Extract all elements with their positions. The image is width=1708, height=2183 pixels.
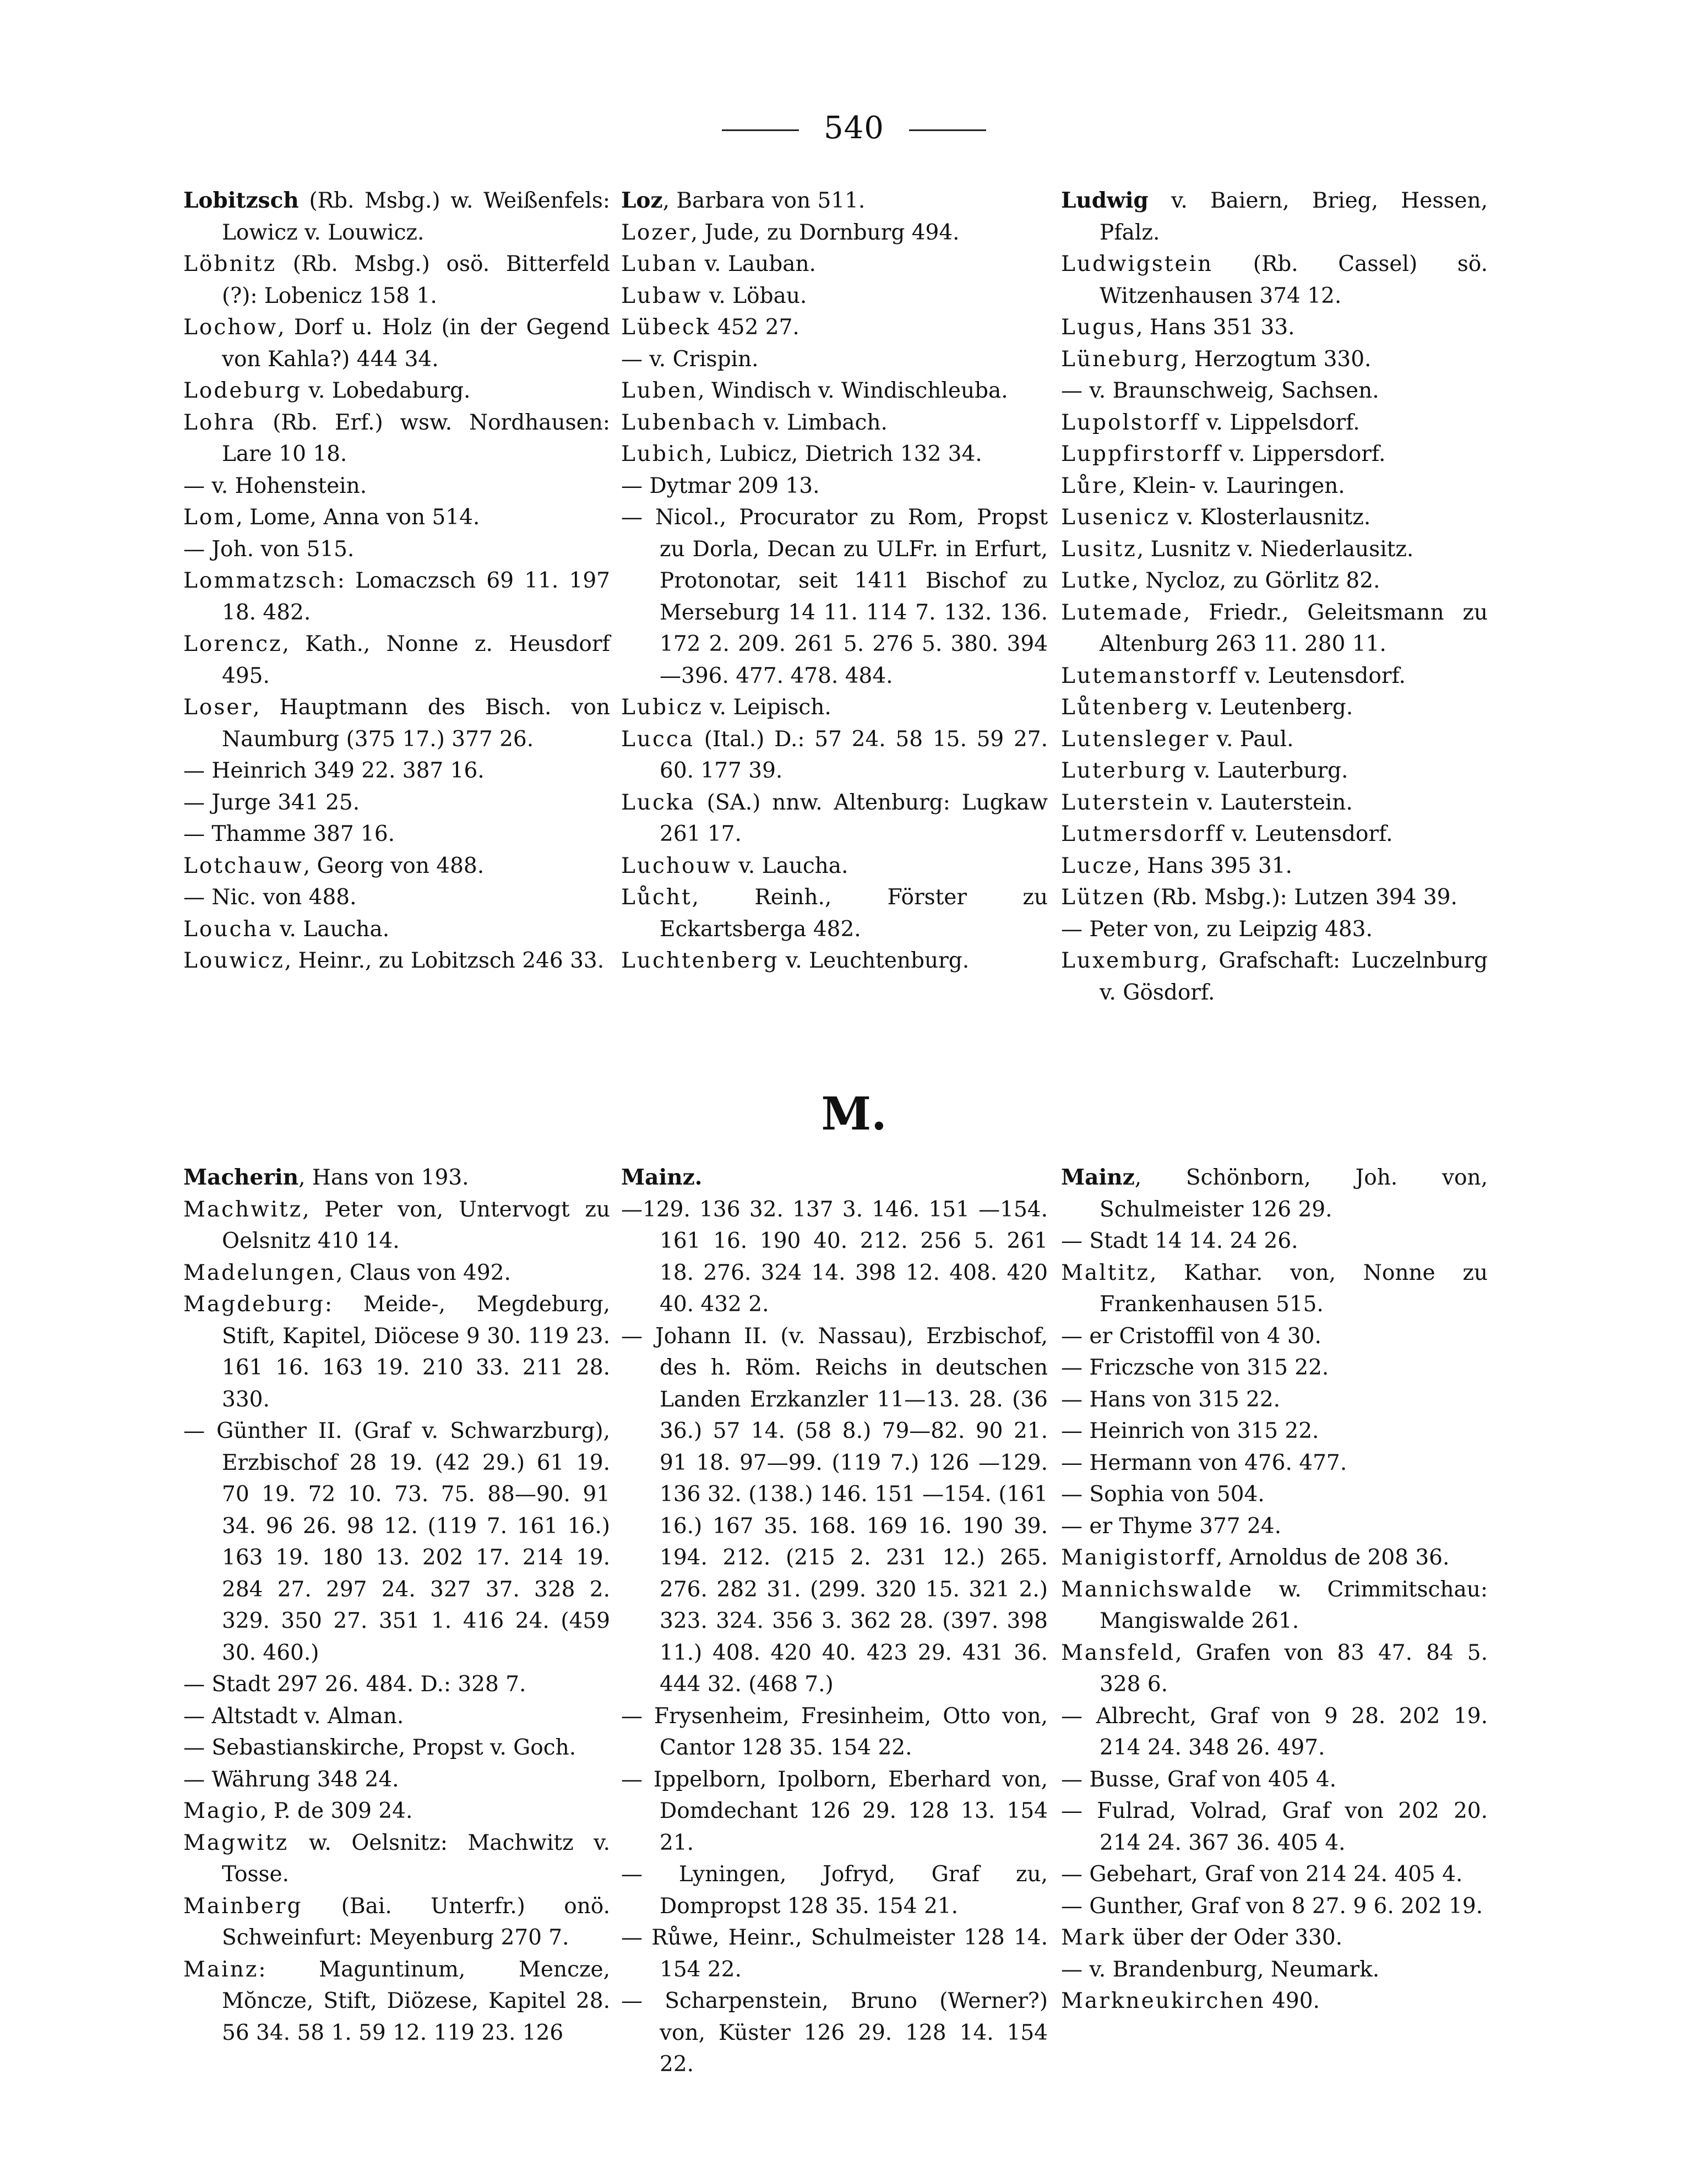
index-entry <box>621 470 1048 502</box>
index-entry-headword: Luben <box>621 378 698 403</box>
index-entry <box>1061 375 1488 407</box>
index-entry-text: — er Thyme 377 24. <box>1061 1513 1281 1539</box>
index-entry-headword: Luban <box>621 252 698 276</box>
index-entry-headword: Lusitz <box>1061 536 1137 562</box>
index-entry-text: (Bai. Unterfr.) onö. Schweinfurt: Meyenburg 270 7. <box>222 1893 610 1950</box>
index-entry-text: v. Baiern, Brieg, Hessen, Pfalz. <box>1100 188 1488 245</box>
index-entry <box>1061 344 1488 376</box>
index-entry-text: , Georg von 488. <box>303 853 485 878</box>
index-entry-text: — v. Hohenstein. <box>183 473 367 498</box>
index-entry <box>1061 1542 1488 1574</box>
index-entry-text: , Friedr., Geleitsmann zu Altenburg 263 11. 280 11. <box>1100 600 1488 656</box>
index-entry-headword: Madelungen <box>183 1260 336 1285</box>
index-entry-headword: Loser <box>183 695 253 720</box>
index-entry-text: v. Lippersdorf. <box>1222 442 1386 466</box>
index-entry-text: , Heinr., zu Lobitzsch 246 33. <box>284 948 605 973</box>
index-entry-text: — Johann II. (v. Nassau), Erzbischof, des h. Röm. Reichs in deutschen Landen Erzkanzler 11—13. 28. (36 36.) 57 14. (58 8.) 79—82. 90 21. 91 18. 97—99. (119 7.) 126 —129. 136 32. (138.) 146. 151 —154. (161 16.) 167 35. 168. 169 16. 190 39. 194. 212. (215 2. 231 12.) 265. 276. 282 31. (299. 320 15. 321 2.) 323. 324. 356 3. 362 28. (397. 398 11.) 408. 420 40. 423 29. 431 36. 444 32. (468 7.) <box>621 1323 1048 1697</box>
index-entry <box>621 280 1048 312</box>
index-entry-text: v. Lauterstein. <box>1190 790 1353 815</box>
index-entry <box>621 787 1048 850</box>
index-entry <box>183 945 610 977</box>
index-entry-headword: Lůre <box>1061 473 1119 498</box>
index-entry <box>1061 1447 1488 1479</box>
index-entry <box>183 502 610 534</box>
index-entry <box>183 914 610 946</box>
index-entry-text: v. Klosterlausnitz. <box>1170 505 1371 530</box>
index-entry <box>1061 1637 1488 1701</box>
index-entry-headword: Maltitz <box>1061 1260 1150 1285</box>
index-entry-headword: Mainz <box>1061 1165 1135 1190</box>
index-entry <box>1061 882 1488 914</box>
index-entry-text: , Herzogtum 330. <box>1180 346 1372 372</box>
index-column-top-3 <box>1061 185 1488 1008</box>
index-entry <box>183 1732 610 1764</box>
index-entry-headword: Luterstein <box>1061 790 1190 815</box>
index-entry-headword: Lobitzsch <box>183 188 299 213</box>
index-entry <box>1061 1701 1488 1764</box>
index-entry-text: — Gunther, Graf von 8 27. 9 6. 202 19. <box>1061 1893 1483 1919</box>
index-entry <box>621 1194 1048 1321</box>
index-entry <box>183 534 610 566</box>
index-entry-text: — Altstadt v. Alman. <box>183 1703 404 1729</box>
index-entry <box>621 945 1048 977</box>
index-entry-text: — Busse, Graf von 405 4. <box>1061 1767 1337 1792</box>
index-entry <box>1061 1795 1488 1859</box>
index-entry-text: w. Oelsnitz: Machwitz v. Tosse. <box>222 1830 610 1887</box>
index-entry <box>183 818 610 850</box>
index-entry-text: , Lusnitz v. Niederlausitz. <box>1136 536 1414 562</box>
index-entry-text: — Frysenheim, Fresinheim, Otto von, Cantor 128 35. 154 22. <box>621 1703 1048 1760</box>
index-entry-text: (Ital.) D.: 57 24. 58 15. 59 27. 60. 177 39. <box>660 726 1048 783</box>
index-entry-text: über der Oder 330. <box>1125 1925 1343 1950</box>
index-entry-headword: Mark <box>1061 1925 1126 1950</box>
index-entry <box>621 1321 1048 1701</box>
index-entry-text: — Stadt 14 14. 24 26. <box>1061 1229 1298 1253</box>
index-entry-headword: Lucze <box>1061 853 1134 878</box>
index-entry-text: — Thamme 387 16. <box>183 822 395 846</box>
index-entry-text: (Rb. Msbg.): Lutzen 394 39. <box>1145 885 1457 910</box>
index-entry <box>183 565 610 628</box>
index-entry-text: v. Limbach. <box>757 410 888 435</box>
index-entry <box>621 1922 1048 1985</box>
index-entry-headword: Luchtenberg <box>621 948 779 973</box>
index-entry-text: — Hans von 315 22. <box>1061 1387 1281 1412</box>
index-entry <box>1061 914 1488 946</box>
index-entry <box>183 1162 610 1194</box>
index-entry <box>1061 692 1488 724</box>
index-entry-text: — v. Brandenburg, Neumark. <box>1061 1957 1380 1982</box>
index-entry-text: (Rb. Msbg.) w. Weißenfels: Lowicz v. Louwicz. <box>222 188 610 245</box>
index-entry <box>1061 1162 1488 1225</box>
index-entry <box>1061 1574 1488 1637</box>
index-entry <box>183 470 610 502</box>
index-entry-headword: Lupolstorff <box>1061 410 1200 435</box>
index-entry-text: — Peter von, zu Leipzig 483. <box>1061 916 1373 942</box>
index-entry-text: , Klein- v. Lauringen. <box>1118 473 1345 498</box>
index-entry-text: — Albrecht, Graf von 9 28. 202 19. 214 24. 348 26. 497. <box>1061 1703 1488 1760</box>
index-entry <box>1061 1257 1488 1321</box>
index-entry <box>183 850 610 882</box>
index-entry-headword: Lucca <box>621 726 694 752</box>
index-entry-headword: Lutmersdorff <box>1061 822 1225 846</box>
index-entry-headword: Lubich <box>621 442 706 466</box>
index-entry-headword: Lubaw <box>621 283 703 308</box>
index-entry-headword: Lůcht <box>621 885 692 910</box>
index-entry <box>1061 597 1488 660</box>
index-entry-text: , Nycloz, zu Görlitz 82. <box>1132 568 1380 593</box>
index-entry-text: — v. Braunschweig, Sachsen. <box>1061 378 1379 403</box>
index-entry <box>183 787 610 819</box>
index-entry <box>1061 312 1488 344</box>
index-entry <box>621 1859 1048 1922</box>
index-entry <box>1061 534 1488 566</box>
index-entry-text: v. Paul. <box>1210 726 1294 752</box>
index-entry-headword: Loucha <box>183 916 273 942</box>
index-entry-text: v. Lauterburg. <box>1187 758 1348 783</box>
index-entry-headword: Mansfeld <box>1061 1640 1176 1665</box>
index-entry-text: , Claus von 492. <box>336 1260 511 1285</box>
index-entry-headword: Louwicz <box>183 948 285 973</box>
index-entry-text: — Sophia von 504. <box>1061 1482 1265 1507</box>
index-entry-text: — Ippelborn, Ipolborn, Eberhard von, Domdechant 126 29. 128 13. 154 21. <box>621 1767 1048 1855</box>
index-entry <box>183 692 610 755</box>
index-entry <box>1061 1859 1488 1891</box>
index-entry-headword: Lutensleger <box>1061 726 1210 752</box>
index-entry-text: — Gebehart, Graf von 214 24. 405 4. <box>1061 1862 1463 1887</box>
index-entry-text: , P. de 309 24. <box>260 1799 413 1823</box>
index-entry-text: v. Lauban. <box>698 252 816 276</box>
index-entry <box>1061 565 1488 597</box>
index-entry-text: — Dytmar 209 13. <box>621 473 820 498</box>
index-entry <box>1061 1352 1488 1384</box>
index-entry-text: : Maguntinum, Mencze, Mŏncze, Stift, Diözese, Kapitel 28. 56 34. 58 1. 59 12. 119 23. 126 <box>222 1957 610 2045</box>
index-entry <box>183 1415 610 1669</box>
index-entry-headword: Macherin <box>183 1165 299 1190</box>
index-entry-headword: Lohra <box>183 410 256 435</box>
index-entry-text: — Scharpenstein, Bruno (Werner?) von, Küster 126 29. 128 14. 154 22. <box>621 1989 1048 2077</box>
index-entry-text: 490. <box>1265 1989 1320 2013</box>
index-entry-headword: Markneukirchen <box>1061 1989 1265 2013</box>
index-entry-text: (Rb. Cassel) sö. Witzenhausen 374 12. <box>1100 252 1488 308</box>
index-entry-text: — er Cristoffil von 4 30. <box>1061 1323 1321 1349</box>
index-entry-text: v. Laucha. <box>273 916 390 942</box>
index-entry-headword: Luppfirstorff <box>1061 442 1222 466</box>
index-entry-text: , Hans von 193. <box>298 1165 469 1190</box>
index-column-top-2 <box>621 185 1048 977</box>
index-entry <box>1061 1321 1488 1353</box>
index-entry <box>1061 502 1488 534</box>
index-entry <box>621 1985 1048 2081</box>
index-entry <box>1061 818 1488 850</box>
index-entry-text: — Jurge 341 25. <box>183 790 360 815</box>
index-entry <box>621 502 1048 692</box>
index-entry-text: , Hans 395 31. <box>1133 853 1292 878</box>
index-entry <box>1061 1985 1488 2017</box>
index-entry-headword: Mainz <box>183 1957 259 1982</box>
index-entry-text: — Nicol., Procurator zu Rom, Propst zu Dorla, Decan zu ULFr. in Erfurt, Protonotar, seit 1411 Bischof zu Merseburg 14 11. 114 7. 132. 136. 172 2. 209. 261 5. 276 5. 380. 394—396. 477. 478. 484. <box>621 505 1048 688</box>
index-entry <box>621 438 1048 470</box>
index-entry-headword: Lorencz <box>183 632 282 656</box>
index-entry-text: v. Leutensdorf. <box>1237 663 1406 688</box>
index-entry <box>183 312 610 375</box>
index-entry-headword: Lüneburg <box>1061 346 1181 372</box>
index-entry-headword: Luxemburg <box>1061 948 1201 973</box>
index-entry-headword: Magdeburg <box>183 1292 325 1317</box>
index-entry-text: , Hans 351 33. <box>1136 315 1295 340</box>
index-entry-text: w. Crimmitschau: Mangiswalde 261. <box>1100 1577 1488 1633</box>
page-number-rule-right <box>909 129 986 131</box>
index-entry <box>183 185 610 248</box>
index-entry-text: , Grafschaft: Luczelnburg v. Gösdorf. <box>1100 948 1488 1005</box>
index-entry <box>1061 1954 1488 1986</box>
index-column-bottom-3 <box>1061 1162 1488 2017</box>
index-entry-text: — Lyningen, Jofryd, Graf zu, Dompropst 128 35. 154 21. <box>621 1862 1048 1919</box>
index-entry <box>621 1764 1048 1859</box>
index-entry <box>621 1162 1048 1194</box>
index-entry-headword: Mainz. <box>621 1165 703 1190</box>
index-entry-headword: Lozer <box>621 220 691 245</box>
index-entry-text: , Schönborn, Joh. von, Schulmeister 126 29. <box>1100 1165 1488 1222</box>
index-entry-text: — Friczsche von 315 22. <box>1061 1355 1329 1380</box>
index-entry-text: — Růwe, Heinr., Schulmeister 128 14. 154 22. <box>621 1925 1048 1982</box>
index-entry <box>1061 724 1488 756</box>
index-entry <box>1061 787 1488 819</box>
index-entry-headword: Lůtenberg <box>1061 695 1190 720</box>
page-number <box>0 110 1708 146</box>
index-entry-headword: Lom <box>183 505 236 530</box>
index-entry-headword: Lutke <box>1061 568 1132 593</box>
index-entry <box>1061 1891 1488 1923</box>
index-entry-text: — Nic. von 488. <box>183 885 357 910</box>
index-entry-text: , Lome, Anna von 514. <box>236 505 480 530</box>
index-entry <box>1061 1384 1488 1416</box>
index-entry <box>183 1701 610 1733</box>
index-entry <box>183 1795 610 1827</box>
index-entry <box>183 1954 610 2049</box>
index-entry-text: v. Leipisch. <box>703 695 831 720</box>
index-entry <box>1061 1479 1488 1511</box>
index-entry <box>183 628 610 692</box>
index-entry <box>621 344 1048 376</box>
index-entry-headword: Luchouw <box>621 853 732 878</box>
index-entry <box>1061 438 1488 470</box>
index-entry <box>1061 185 1488 248</box>
index-entry-text: v. Leutensdorf. <box>1225 822 1393 846</box>
index-entry-text: (Rb. Msbg.) osö. Bitterfeld (?): Lobenicz 158 1. <box>222 252 610 308</box>
index-entry-text: — Stadt 297 26. 484. D.: 328 7. <box>183 1672 526 1697</box>
index-entry-text: : Meide-, Megdeburg, Stift, Kapitel, Diöcese 9 30. 119 23. 161 16. 163 19. 210 33. 211 28. 330. <box>222 1292 610 1412</box>
index-entry <box>1061 1922 1488 1954</box>
index-entry-text: — Fulrad, Volrad, Graf von 202 20. 214 24. 367 36. 405 4. <box>1061 1799 1488 1855</box>
index-entry-headword: Lochow <box>183 315 278 340</box>
index-entry-text: — Joh. von 515. <box>183 536 355 562</box>
page-number-rule-left <box>722 129 799 131</box>
index-entry-text: v. Lippelsdorf. <box>1199 410 1360 435</box>
index-column-bottom-2 <box>621 1162 1048 2081</box>
index-entry <box>183 1194 610 1257</box>
index-entry <box>183 1764 610 1796</box>
index-entry-headword: Manigistorff <box>1061 1545 1216 1570</box>
index-entry-text: — v. Crispin. <box>621 346 759 372</box>
index-entry-text: , Jude, zu Dornburg 494. <box>690 220 960 245</box>
index-entry-text: — Günther II. (Graf v. Schwarzburg), Erzbischof 28 19. (42 29.) 61 19. 70 19. 72 10. 73. 75. 88—90. 91 34. 96 26. 98 12. (119 7. 161 16.) 163 19. 180 13. 202 17. 214 19. 284 27. 297 24. 327 37. 328 2. 329. 350 27. 351 1. 416 24. (459 30. 460.) <box>183 1419 610 1665</box>
index-entry <box>1061 248 1488 312</box>
index-entry-headword: Lucka <box>621 790 695 815</box>
index-entry-text: , Kath., Nonne z. Heusdorf 495. <box>222 632 610 688</box>
index-entry <box>621 1701 1048 1764</box>
index-entry-headword: Lommatzsch <box>183 568 338 593</box>
index-entry-headword: Lotchauw <box>183 853 303 878</box>
index-entry-text: , Reinh., Förster zu Eckartsberga 482. <box>660 885 1048 942</box>
index-entry <box>183 755 610 787</box>
index-entry-text: , Arnoldus de 208 36. <box>1215 1545 1450 1570</box>
index-entry <box>183 882 610 914</box>
index-entry-text: 452 27. <box>710 315 799 340</box>
index-entry-headword: Machwitz <box>183 1197 303 1222</box>
index-entry-text: , Kathar. von, Nonne zu Frankenhausen 515. <box>1100 1260 1488 1317</box>
index-entry <box>183 1669 610 1701</box>
index-entry-headword: Lubicz <box>621 695 703 720</box>
index-entry-headword: Lübeck <box>621 315 711 340</box>
index-entry <box>621 185 1048 217</box>
index-entry-text: : Lomaczsch 69 11. 197 18. 482. <box>222 568 610 625</box>
index-entry-text: v. Leutenberg. <box>1189 695 1353 720</box>
page-number-text: 540 <box>824 110 884 146</box>
index-entry-headword: Lützen <box>1061 885 1146 910</box>
index-entry <box>183 407 610 470</box>
index-entry <box>183 375 610 407</box>
index-entry-headword: Ludwigstein <box>1061 252 1214 276</box>
index-entry-headword: Lutemade <box>1061 600 1184 625</box>
index-entry <box>1061 1225 1488 1257</box>
index-entry-text: — Währung 348 24. <box>183 1767 399 1792</box>
index-entry-headword: Ludwig <box>1061 188 1149 213</box>
index-entry <box>1061 660 1488 692</box>
index-entry <box>183 248 610 312</box>
index-entry <box>1061 407 1488 439</box>
index-entry <box>1061 850 1488 882</box>
index-entry-headword: Löbnitz <box>183 252 277 276</box>
index-entry-text: v. Lobedaburg. <box>302 378 471 403</box>
index-entry <box>183 1827 610 1891</box>
index-entry <box>183 1289 610 1415</box>
index-entry-headword: Lubenbach <box>621 410 757 435</box>
index-entry-headword: Lodeburg <box>183 378 302 403</box>
index-entry <box>621 217 1048 249</box>
index-entry <box>1061 470 1488 502</box>
index-entry-headword: Magwitz <box>183 1830 289 1855</box>
index-entry <box>621 407 1048 439</box>
index-entry <box>183 1891 610 1954</box>
index-entry <box>621 692 1048 724</box>
index-entry-text: , Hauptmann des Bisch. von Naumburg (375 17.) 377 26. <box>222 695 610 752</box>
index-entry <box>1061 945 1488 1008</box>
index-entry <box>1061 755 1488 787</box>
index-entry-headword: Mannichswalde <box>1061 1577 1254 1602</box>
index-entry <box>1061 1415 1488 1447</box>
index-entry-text: — Sebastianskirche, Propst v. Goch. <box>183 1735 576 1760</box>
index-entry-headword: Luterburg <box>1061 758 1188 783</box>
index-entry-headword: Mainberg <box>183 1893 303 1919</box>
index-entry <box>1061 1511 1488 1543</box>
index-entry-headword: Loz <box>621 188 663 213</box>
index-entry-text: , Peter von, Untervogt zu Oelsnitz 410 14. <box>222 1197 610 1253</box>
index-entry-text: — Hermann von 476. 477. <box>1061 1450 1347 1475</box>
index-entry <box>621 882 1048 945</box>
index-entry-text: v. Leuchtenburg. <box>779 948 970 973</box>
index-entry-text: — Heinrich von 315 22. <box>1061 1419 1319 1443</box>
index-entry <box>621 724 1048 787</box>
index-entry <box>621 312 1048 344</box>
index-entry-text: , Windisch v. Windischleuba. <box>698 378 1008 403</box>
index-entry-text: — Heinrich 349 22. 387 16. <box>183 758 485 783</box>
section-letter-heading: M. <box>821 1088 887 1141</box>
index-entry-text: (Rb. Erf.) wsw. Nordhausen: Lare 10 18. <box>222 410 610 466</box>
index-entry-headword: Magio <box>183 1799 260 1823</box>
index-entry-text: , Dorf u. Holz (in der Gegend von Kahla?) 444 34. <box>222 315 610 372</box>
index-entry-text: —129. 136 32. 137 3. 146. 151 —154. 161 16. 190 40. 212. 256 5. 261 18. 276. 324 14. 398 12. 408. 420 40. 432 2. <box>621 1197 1048 1317</box>
index-entry-text: v. Löbau. <box>702 283 807 308</box>
index-entry <box>183 1257 610 1289</box>
index-column-top-1 <box>183 185 610 977</box>
index-entry <box>621 375 1048 407</box>
index-entry <box>621 850 1048 882</box>
index-entry-headword: Lugus <box>1061 315 1136 340</box>
index-entry-text: , Barbara von 511. <box>662 188 866 213</box>
index-entry-text: (SA.) nnw. Altenburg: Lugkaw 261 17. <box>660 790 1048 846</box>
index-entry-text: , Grafen von 83 47. 84 5. 328 6. <box>1100 1640 1488 1697</box>
index-entry-headword: Lusenicz <box>1061 505 1171 530</box>
index-entry-headword: Lutemanstorff <box>1061 663 1238 688</box>
index-entry-text: , Lubicz, Dietrich 132 34. <box>705 442 982 466</box>
index-entry <box>1061 1764 1488 1796</box>
index-entry-text: v. Laucha. <box>731 853 848 878</box>
index-column-bottom-1 <box>183 1162 610 2049</box>
index-entry <box>621 248 1048 280</box>
